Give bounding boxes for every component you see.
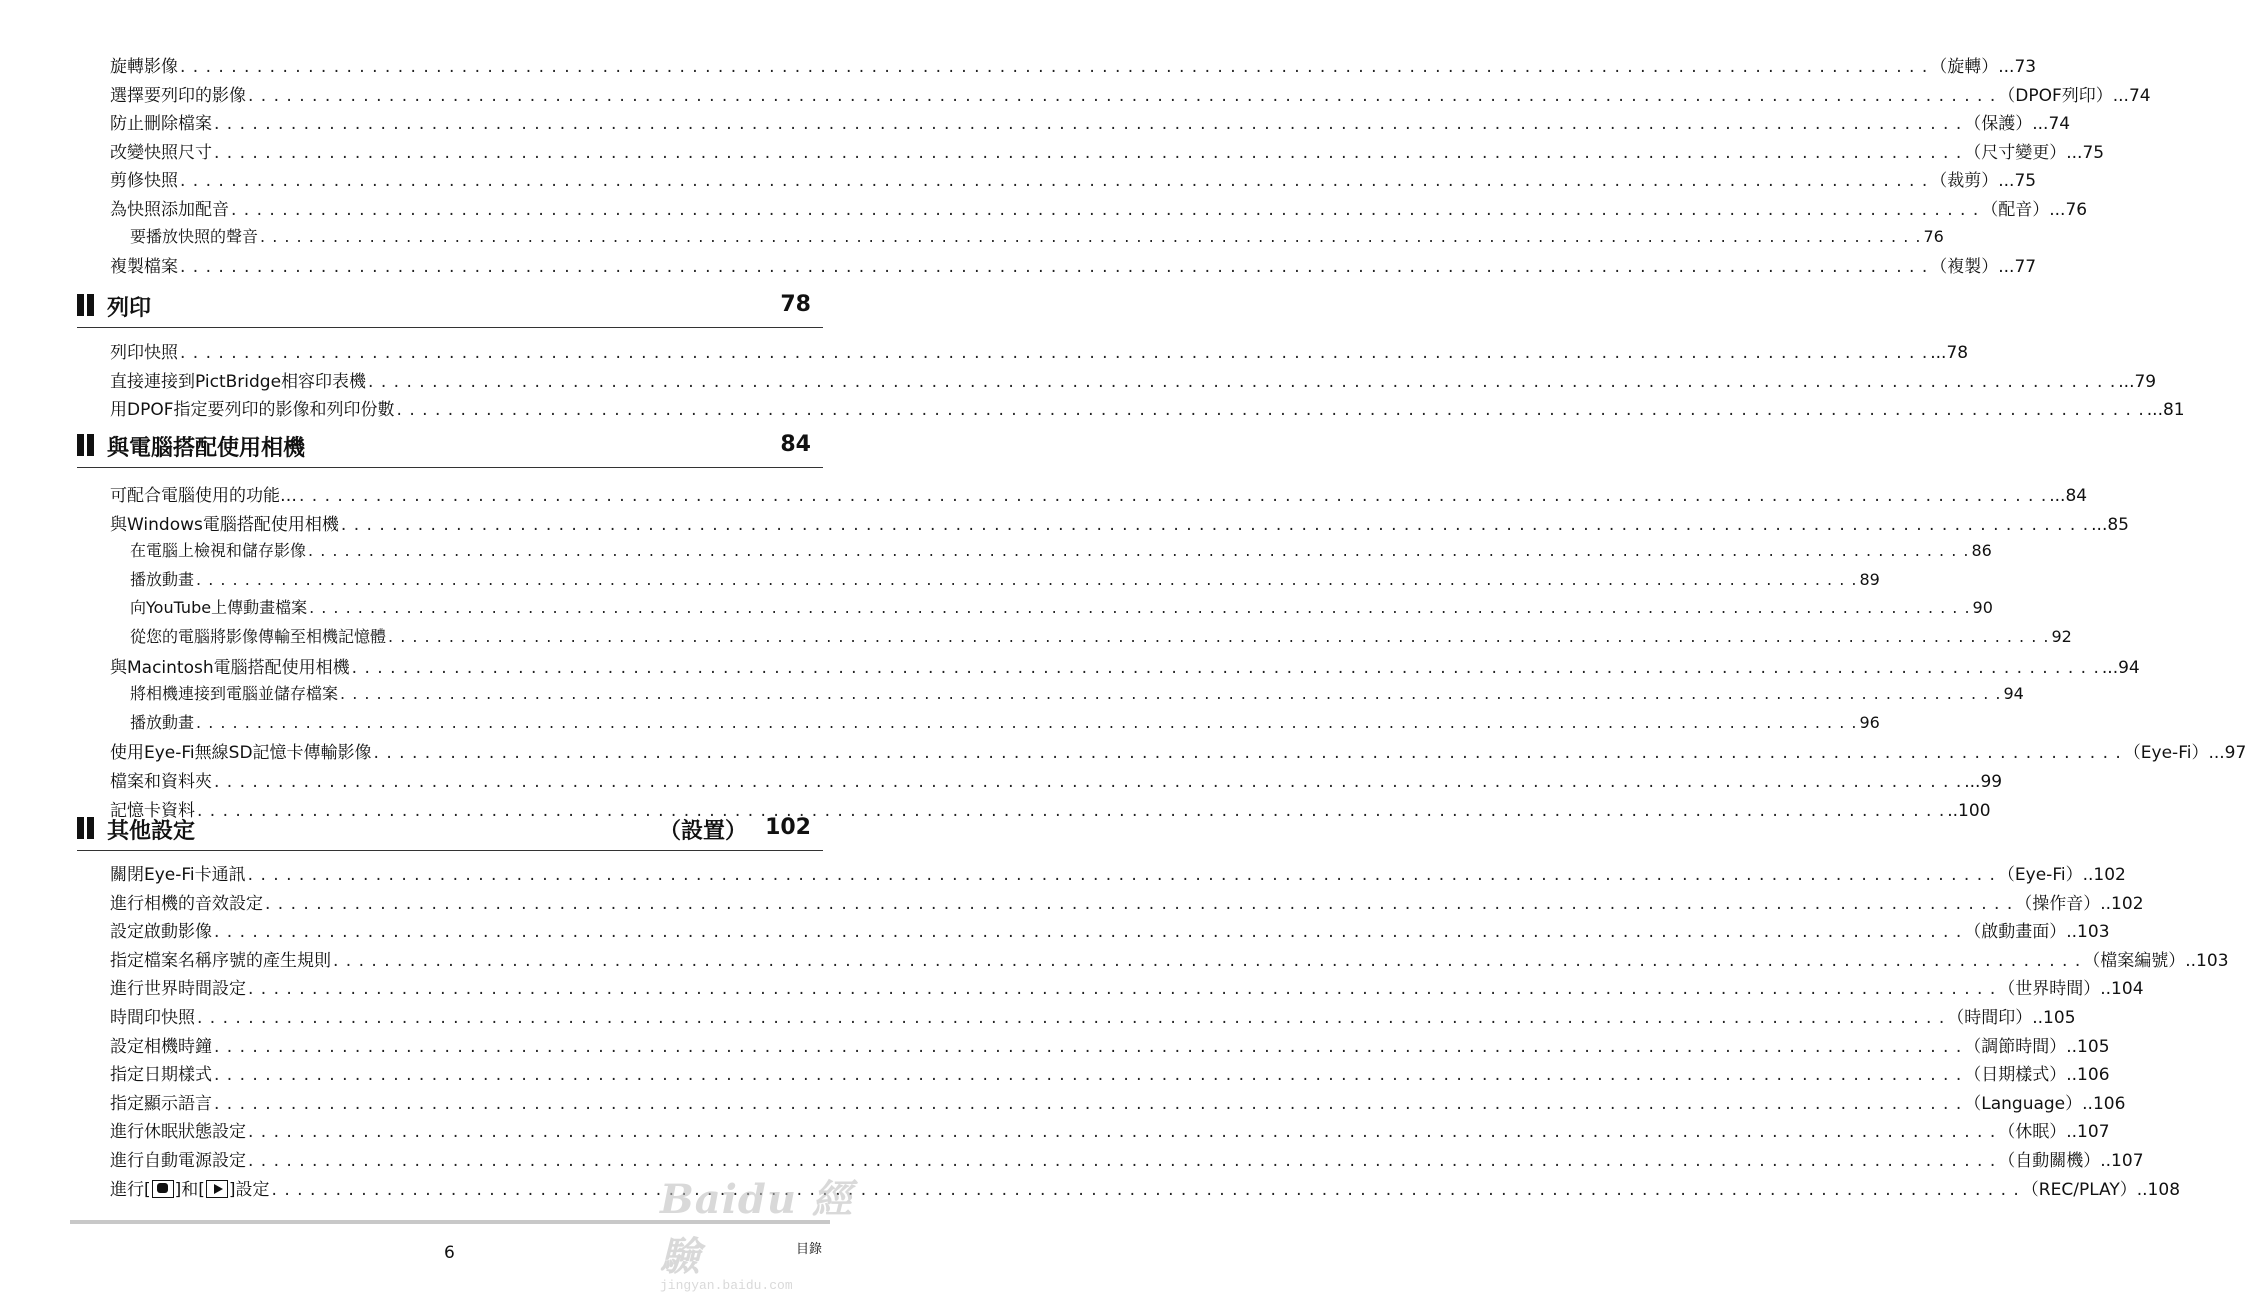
leader-dots <box>397 400 2145 420</box>
entry-title: 使用Eye-Fi無線SD記憶卡傳輸影像 <box>110 743 372 764</box>
entry-title-suffix: ]設定 <box>228 1179 270 1200</box>
entry-title: 為快照添加配音 <box>110 199 229 220</box>
toc-subentry[interactable] <box>110 710 1880 739</box>
entry-title: 時間印快照 <box>110 1007 195 1028</box>
print-entries <box>110 338 2185 424</box>
toc-entry[interactable] <box>110 917 2110 946</box>
entry-title: 與Macintosh電腦搭配使用相機 <box>110 657 350 678</box>
entry-title-prefix: 進行[ <box>110 1179 151 1200</box>
entry-title: 播放動畫 <box>130 569 195 589</box>
entry-page: 76 <box>1923 226 1944 246</box>
leader-dots <box>374 743 2122 763</box>
entry-page: （裁剪）...75 <box>1930 171 2037 192</box>
leader-dots <box>214 1065 1962 1085</box>
entry-page: ...99 <box>1964 771 2003 792</box>
leader-dots <box>248 979 1996 999</box>
entry-page: ...94 <box>2101 657 2140 678</box>
leader-dots <box>333 951 2081 971</box>
leader-dots <box>180 343 1928 363</box>
leader-dots <box>248 1151 1996 1171</box>
entry-title: 設定啟動影像 <box>110 922 212 943</box>
toc-subentry[interactable] <box>110 224 1944 253</box>
entry-title <box>110 1175 270 1200</box>
entry-page: （操作音）..102 <box>2015 893 2144 914</box>
leader-dots <box>214 922 1962 942</box>
entry-title: 進行相機的音效設定 <box>110 893 263 914</box>
footer-label: 目錄 <box>796 1242 823 1257</box>
toc-entry[interactable] <box>110 1060 2110 1089</box>
leader-dots <box>248 1122 1996 1142</box>
entry-title: 列印快照 <box>110 343 178 363</box>
entry-title: 在電腦上檢視和儲存影像 <box>130 541 307 561</box>
computer-entries <box>110 481 2246 824</box>
section-header-computer <box>77 428 823 468</box>
toc-entry[interactable] <box>110 653 2140 682</box>
toc-entry[interactable] <box>110 1175 2181 1204</box>
entry-page: （保護）...74 <box>1964 114 2071 135</box>
entry-title: 指定顯示語言 <box>110 1093 212 1114</box>
section-page: 84 <box>780 432 811 457</box>
leader-dots <box>368 372 2116 392</box>
toc-entry[interactable] <box>110 109 2071 138</box>
entry-title: 進行世界時間設定 <box>110 979 246 1000</box>
entry-page: （時間印）..105 <box>1947 1007 2076 1028</box>
entry-page: ...84 <box>2049 486 2088 506</box>
leader-dots <box>272 1180 2020 1200</box>
entry-title-middle: ]和[ <box>174 1179 205 1200</box>
toc-entry[interactable] <box>110 138 2105 167</box>
entry-page: （世界時間）..104 <box>1998 979 2144 1000</box>
toc-entry[interactable] <box>110 52 2037 81</box>
toc-entry[interactable] <box>110 1003 2076 1032</box>
entry-page: （REC/PLAY）..108 <box>2021 1179 2181 1200</box>
leader-dots <box>214 143 1962 163</box>
entry-page: （啟動畫面）..103 <box>1964 922 2110 943</box>
leader-dots <box>214 1037 1962 1057</box>
entry-title: 向YouTube上傳動畫檔案 <box>130 598 308 618</box>
footer-divider <box>70 1220 830 1224</box>
toc-entry[interactable] <box>110 946 2229 975</box>
entry-page: 94 <box>2003 684 2024 704</box>
leader-dots <box>214 1094 1962 1114</box>
entry-page: ...78 <box>1930 343 1969 363</box>
entry-title: 記憶卡資料 <box>110 800 195 821</box>
entry-title: 直接連接到PictBridge相容印表機 <box>110 371 367 392</box>
leader-dots <box>341 515 2089 535</box>
toc-top-list <box>110 52 2151 281</box>
entry-title: 要播放快照的聲音 <box>130 226 259 246</box>
toc-entry[interactable] <box>110 367 2157 396</box>
toc-subentry[interactable] <box>110 624 2072 653</box>
toc-entry[interactable] <box>110 860 2126 889</box>
entry-title: 選擇要列印的影像 <box>110 85 246 106</box>
entry-title: 用DPOF指定要列印的影像和列印份數 <box>110 400 395 421</box>
toc-entry[interactable] <box>110 738 2246 767</box>
toc-entry[interactable] <box>110 889 2144 918</box>
entry-title: 播放動畫 <box>130 712 195 732</box>
entry-page: ...79 <box>2118 371 2157 392</box>
section-title: 與電腦搭配使用相機 <box>107 436 306 461</box>
leader-dots <box>352 658 2100 678</box>
toc-subentry[interactable] <box>110 681 2024 710</box>
section-marker-icon <box>77 434 97 460</box>
leader-dots <box>214 114 1962 134</box>
watermark-logo: Baidu 經驗 <box>660 1176 853 1280</box>
entry-page: （Eye-Fi）...97 <box>2123 743 2246 764</box>
toc-entry[interactable] <box>110 252 2037 281</box>
toc-entry[interactable] <box>110 974 2144 1003</box>
section-title: 列印 <box>107 296 152 321</box>
section-page: 102 <box>765 815 811 840</box>
entry-title: 複製檔案 <box>110 257 178 278</box>
entry-page: （休眠）..107 <box>1998 1122 2110 1143</box>
entry-page: （日期樣式）..106 <box>1964 1065 2110 1086</box>
entry-page: （DPOF列印）...74 <box>1998 85 2151 106</box>
leader-dots <box>308 541 1969 560</box>
leader-dots <box>197 1008 1945 1028</box>
leader-dots <box>231 200 1979 220</box>
toc-entry[interactable] <box>110 81 2151 110</box>
entry-title: 防止刪除檔案 <box>110 114 212 135</box>
entry-page: （配音）...76 <box>1981 199 2088 220</box>
leader-dots <box>196 713 1857 732</box>
watermark-url: jingyan.baidu.com <box>660 1278 793 1293</box>
entry-page: 86 <box>1971 541 1992 561</box>
entry-title: 改變快照尺寸 <box>110 142 212 163</box>
entry-page: ..100 <box>1947 800 1991 821</box>
leader-dots <box>180 57 1928 77</box>
camera-icon <box>152 1180 174 1198</box>
entry-title: 可配合電腦使用的功能… <box>110 486 297 506</box>
leader-dots <box>180 171 1928 191</box>
entry-page: ...85 <box>2091 514 2129 535</box>
toc-entry[interactable] <box>110 510 2129 539</box>
section-page: 78 <box>780 292 811 317</box>
toc-entry[interactable] <box>110 338 1969 367</box>
toc-subentry[interactable] <box>110 567 1880 596</box>
entry-title: 指定日期樣式 <box>110 1065 212 1086</box>
entry-page: （旋轉）...73 <box>1930 57 2037 77</box>
toc-entry[interactable] <box>110 1032 2110 1061</box>
leader-dots <box>265 894 2013 914</box>
entry-page: （調節時間）..105 <box>1964 1036 2110 1057</box>
leader-dots <box>340 684 2001 703</box>
toc-entry[interactable] <box>110 395 2185 424</box>
entry-page: 92 <box>2051 626 2072 646</box>
toc-subentry[interactable] <box>110 538 1992 567</box>
toc-entry[interactable] <box>110 195 2088 224</box>
section-mode: （設置） <box>658 819 747 844</box>
section-marker-icon <box>77 294 97 320</box>
leader-dots <box>299 486 2047 506</box>
leader-dots <box>260 227 1921 246</box>
leader-dots <box>196 570 1857 589</box>
entry-title: 關閉Eye-Fi卡通訊 <box>110 865 246 885</box>
toc-subentry[interactable] <box>110 595 1993 624</box>
toc-entry[interactable] <box>110 166 2037 195</box>
page-number: 6 <box>444 1243 455 1263</box>
entry-page: ...81 <box>2146 400 2185 421</box>
entry-title: 旋轉影像 <box>110 57 178 77</box>
toc-entry[interactable] <box>110 1117 2110 1146</box>
toc-entry[interactable] <box>110 1089 2126 1118</box>
toc-entry[interactable] <box>110 481 2088 510</box>
leader-dots <box>214 772 1962 792</box>
entry-title: 檔案和資料夾 <box>110 771 212 792</box>
leader-dots <box>248 86 1996 106</box>
entry-page: （Language）..106 <box>1964 1093 2126 1114</box>
entry-page: （複製）...77 <box>1930 257 2037 278</box>
entry-title: 與Windows電腦搭配使用相機 <box>110 514 339 535</box>
entry-page: 96 <box>1859 712 1880 732</box>
entry-title: 設定相機時鐘 <box>110 1036 212 1057</box>
section-title: 其他設定 <box>107 819 196 844</box>
entry-page: （尺寸變更）...75 <box>1964 142 2105 163</box>
entry-page: （檔案編號）..103 <box>2083 950 2229 971</box>
section-header-settings <box>77 811 823 851</box>
leader-dots <box>180 257 1928 277</box>
entry-page: （Eye-Fi）..102 <box>1997 865 2126 885</box>
entry-title: 指定檔案名稱序號的產生規則 <box>110 950 331 971</box>
play-icon <box>206 1180 228 1198</box>
leader-dots <box>309 598 1970 617</box>
toc-entry[interactable] <box>110 767 2003 796</box>
entry-title: 進行自動電源設定 <box>110 1150 246 1171</box>
section-header-print <box>77 288 823 328</box>
entry-page: （自動關機）..107 <box>1998 1150 2144 1171</box>
entry-page: 90 <box>1972 598 1993 618</box>
entry-page: 89 <box>1859 569 1880 589</box>
entry-title: 剪修快照 <box>110 171 178 192</box>
entry-title: 從您的電腦將影像傳輸至相機記憶體 <box>130 626 387 646</box>
entry-title: 進行休眠狀態設定 <box>110 1122 246 1143</box>
toc-entry[interactable] <box>110 1146 2144 1175</box>
section-marker-icon <box>77 817 97 843</box>
leader-dots <box>248 865 1996 885</box>
leader-dots <box>388 627 2049 646</box>
entry-title: 將相機連接到電腦並儲存檔案 <box>130 684 339 704</box>
settings-entries <box>110 860 2229 1203</box>
